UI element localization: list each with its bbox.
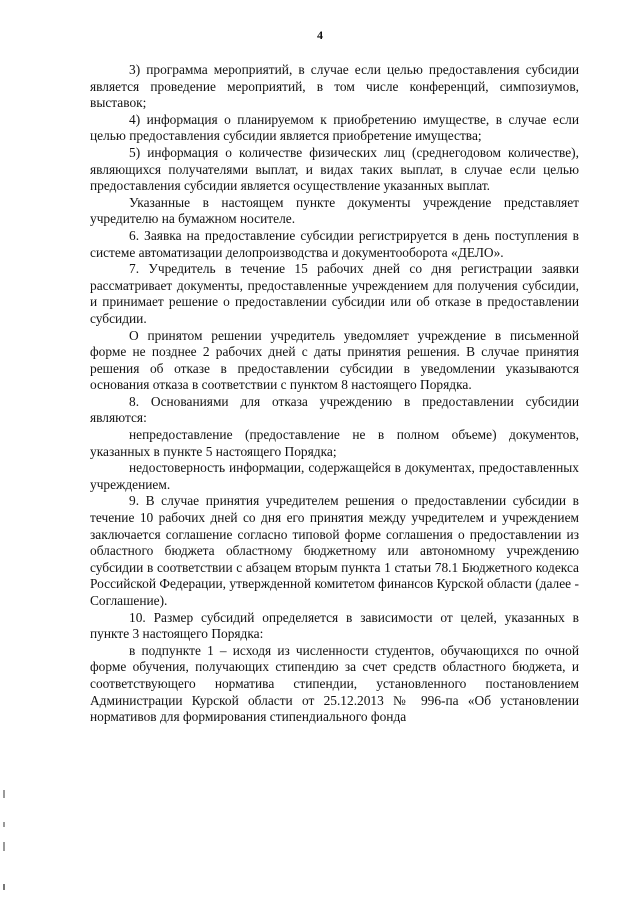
scan-artifact bbox=[3, 842, 5, 851]
paragraph: непредоставление (предоставление не в полном объеме) документов, указанных в пункте 5 настоящего Порядка; bbox=[90, 427, 579, 459]
paragraph: в подпункте 1 – исходя из численности студентов, обучающихся по очной форме обучения, получающих стипендию за счет средств областного бюджета, и соответствующего норматива стипендии, установленного постановлением Администрации Курской области от 25.12.2013 № 996-па «Об установлении нормативов для формирования стипендиального фонда bbox=[90, 642, 579, 725]
scan-artifact bbox=[3, 822, 5, 827]
paragraph: 5) информация о количестве физических лиц (среднегодовом количестве), являющихся получателями выплат, и видах таких выплат, в случае если целью предоставления субсидии является осуществление указанных выплат. bbox=[90, 144, 579, 194]
paragraph: 6. Заявка на предоставление субсидии регистрируется в день поступления в системе автоматизации делопроизводства и документооборота «ДЕЛО». bbox=[90, 227, 579, 260]
paragraph: 3) программа мероприятий, в случае если целью предоставления субсидии является проведение мероприятий, в том числе конференций, симпозиумов, выставок; bbox=[90, 62, 579, 111]
paragraph: недостоверность информации, содержащейся в документах, предоставленных учреждением. bbox=[90, 460, 579, 492]
paragraph: Указанные в настоящем пункте документы учреждение представляет учредителю на бумажном носителе. bbox=[90, 194, 579, 227]
paragraph: 9. В случае принятия учредителем решения о предоставлении субсидии в течение 10 рабочих дней со дня его принятия между учредителем и учреждением заключается соглашение согласно типовой форме соглашения о предоставлении из областного бюджета областному бюджетному или автономному учреждению субсидии в соответствии с абзацем вторым пункта 1 статьи 78.1 Бюджетного кодекса Российской Федерации, утвержденной комитетом финансов Курской области (далее - Соглашение). bbox=[90, 493, 579, 608]
paragraph: О принятом решении учредитель уведомляет учреждение в письменной форме не позднее 2 рабочих дней с даты принятия решения. В случае принятия решения об отказе в предоставлении субсидии в уведомлении указываются основания отказа в соответствии с пунктом 8 настоящего Порядка. bbox=[90, 327, 579, 393]
paragraph: 7. Учредитель в течение 15 рабочих дней со дня регистрации заявки рассматривает документы, предоставленные учреждением для получения субсидии, и принимает решение о предоставлении субсидии или об отказе в предоставлении субсидии. bbox=[90, 261, 579, 326]
scan-artifact bbox=[3, 790, 5, 798]
document-body bbox=[90, 62, 579, 726]
scan-artifact bbox=[3, 884, 5, 890]
paragraph: 8. Основаниями для отказа учреждению в предоставлении субсидии являются: bbox=[90, 393, 579, 426]
page-number: 4 bbox=[317, 28, 323, 42]
paragraph: 4) информация о планируемом к приобретению имуществе, в случае если целью предоставления субсидии является приобретение имущества; bbox=[90, 111, 579, 144]
paragraph: 10. Размер субсидий определяется в зависимости от целей, указанных в пункте 3 настоящего Порядка: bbox=[90, 609, 579, 642]
